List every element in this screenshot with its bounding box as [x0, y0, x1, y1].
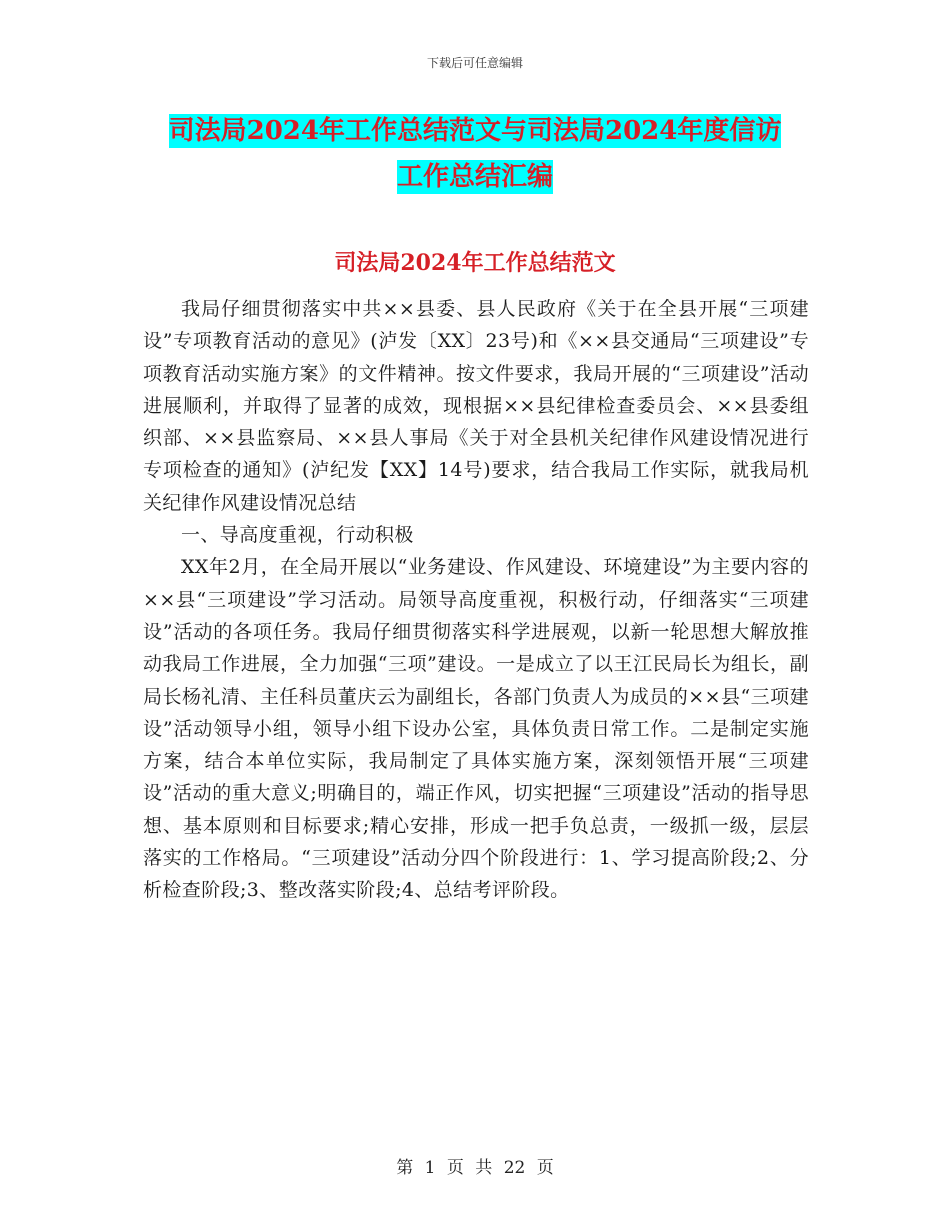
document-title-line-2: 工作总结汇编 [396, 162, 553, 192]
document-title-line-1: 司法局2024年工作总结范文与司法局2024年度信访 [168, 116, 782, 146]
body-paragraph: 我局仔细贯彻落实中共××县委、县人民政府《关于在全县开展“三项建设”专项教育活动的意见》(泸发〔XX〕23号)和《××县交通局“三项建设”专项教育活动实施方案》的文件精神。按文件要求，我局开展的“三项建设”活动进展顺利，并取得了显著的成效，现根据××县纪律检查委员会、××县委组织部、××县监察局、××县人事局《关于对全县机关纪律作风建设情况进行专项检查的通知》(泸纪发【XX】14号)要求，结合我局工作实际，就我局机关纪律作风建设情况总结 [143, 298, 809, 514]
body-heading: 一、导高度重视，行动积极 [181, 524, 414, 547]
page-header: 下载后可任意编辑 [426, 56, 523, 70]
document-body [143, 293, 809, 907]
section-title: 司法局2024年工作总结范文 [334, 250, 616, 276]
document-title [145, 108, 805, 200]
page-number: 第 1 页 共 22 页 [396, 1158, 554, 1178]
body-paragraph: XX年2月，在全局开展以“业务建设、作风建设、环境建设”为主要内容的××县“三项建设”学习活动。局领导高度重视，积极行动，仔细落实“三项建设”活动的各项任务。我局仔细贯彻落实科学进展观，以新一轮思想大解放推动我局工作进展，全力加强“三项”建设。一是成立了以王江民局长为组长，副局长杨礼清、主任科员董庆云为副组长，各部门负责人为成员的××县“三项建设”活动领导小组，领导小组下设办公室，具体负责日常工作。二是制定实施方案，结合本单位实际，我局制定了具体实施方案，深刻领悟开展“三项建设”活动的重大意义;明确目的，端正作风，切实把握“三项建设”活动的指导思想、基本原则和目标要求;精心安排，形成一把手负总责，一级抓一级，层层落实的工作格局。“三项建设”活动分四个阶段进行：1、学习提高阶段;2、分析检查阶段;3、整改落实阶段;4、总结考评阶段。 [143, 556, 809, 902]
